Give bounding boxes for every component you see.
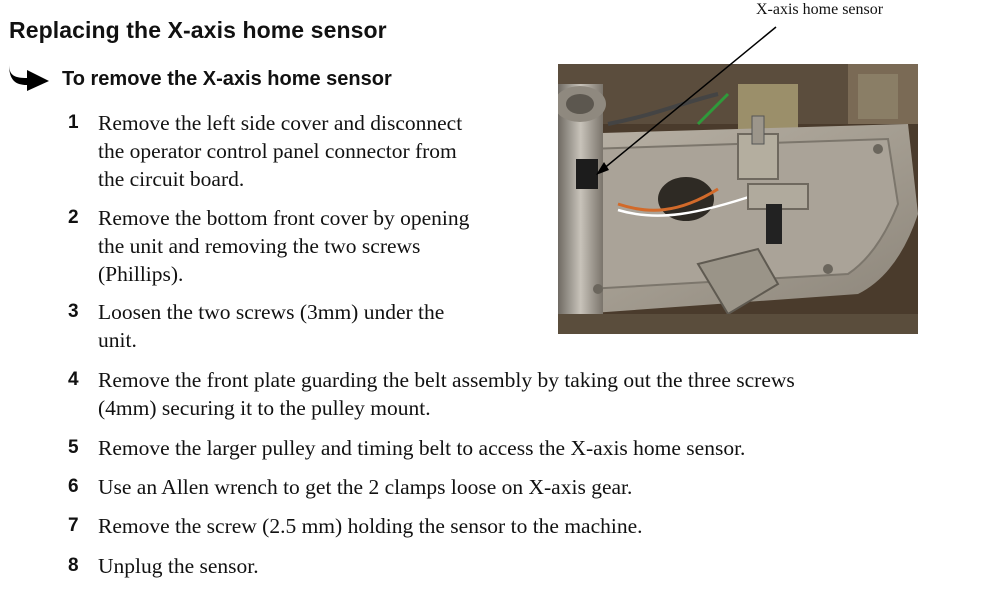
sensor-photo	[558, 64, 918, 334]
step-line: unit.	[98, 328, 137, 352]
step-2	[68, 204, 528, 288]
step-line: Remove the larger pulley and timing belt to access the X-axis home sensor.	[98, 436, 746, 460]
step-line: the circuit board.	[98, 167, 245, 191]
step-line: (4mm) securing it to the pulley mount.	[98, 396, 431, 420]
step-3	[68, 298, 528, 354]
arrow-right-icon	[7, 58, 51, 92]
step-1	[68, 109, 528, 193]
step-number: 2	[68, 207, 79, 228]
step-text	[98, 204, 469, 288]
step-text	[98, 552, 259, 580]
step-line: Unplug the sensor.	[98, 554, 259, 578]
page-title: Replacing the X-axis home sensor	[9, 17, 387, 43]
step-text	[98, 298, 444, 354]
step-line: the unit and removing the two screws	[98, 234, 421, 258]
step-7	[68, 512, 928, 540]
procedure-heading: To remove the X-axis home sensor	[62, 68, 392, 90]
step-line: Loosen the two screws (3mm) under the	[98, 300, 445, 324]
step-6	[68, 473, 928, 501]
step-line: Remove the left side cover and disconnect	[98, 111, 463, 135]
step-text	[98, 109, 462, 193]
step-text	[98, 434, 745, 462]
step-number: 4	[68, 369, 79, 390]
step-line: Remove the screw (2.5 mm) holding the sensor to the machine.	[98, 514, 643, 538]
step-number: 1	[68, 112, 79, 133]
step-text	[98, 366, 795, 422]
step-line: (Phillips).	[98, 262, 184, 286]
step-4	[68, 366, 928, 422]
step-5	[68, 434, 928, 462]
step-number: 8	[68, 555, 79, 576]
step-line: the operator control panel connector from	[98, 139, 457, 163]
step-number: 5	[68, 437, 79, 458]
callout-label: X-axis home sensor	[756, 1, 884, 18]
step-line: Use an Allen wrench to get the 2 clamps loose on X-axis gear.	[98, 475, 633, 499]
step-8	[68, 552, 928, 580]
step-number: 7	[68, 515, 79, 536]
step-text	[98, 512, 643, 540]
step-line: Remove the bottom front cover by opening	[98, 206, 470, 230]
step-line: Remove the front plate guarding the belt assembly by taking out the three screws	[98, 368, 795, 392]
step-text	[98, 473, 632, 501]
step-number: 6	[68, 476, 79, 497]
step-number: 3	[68, 301, 79, 322]
